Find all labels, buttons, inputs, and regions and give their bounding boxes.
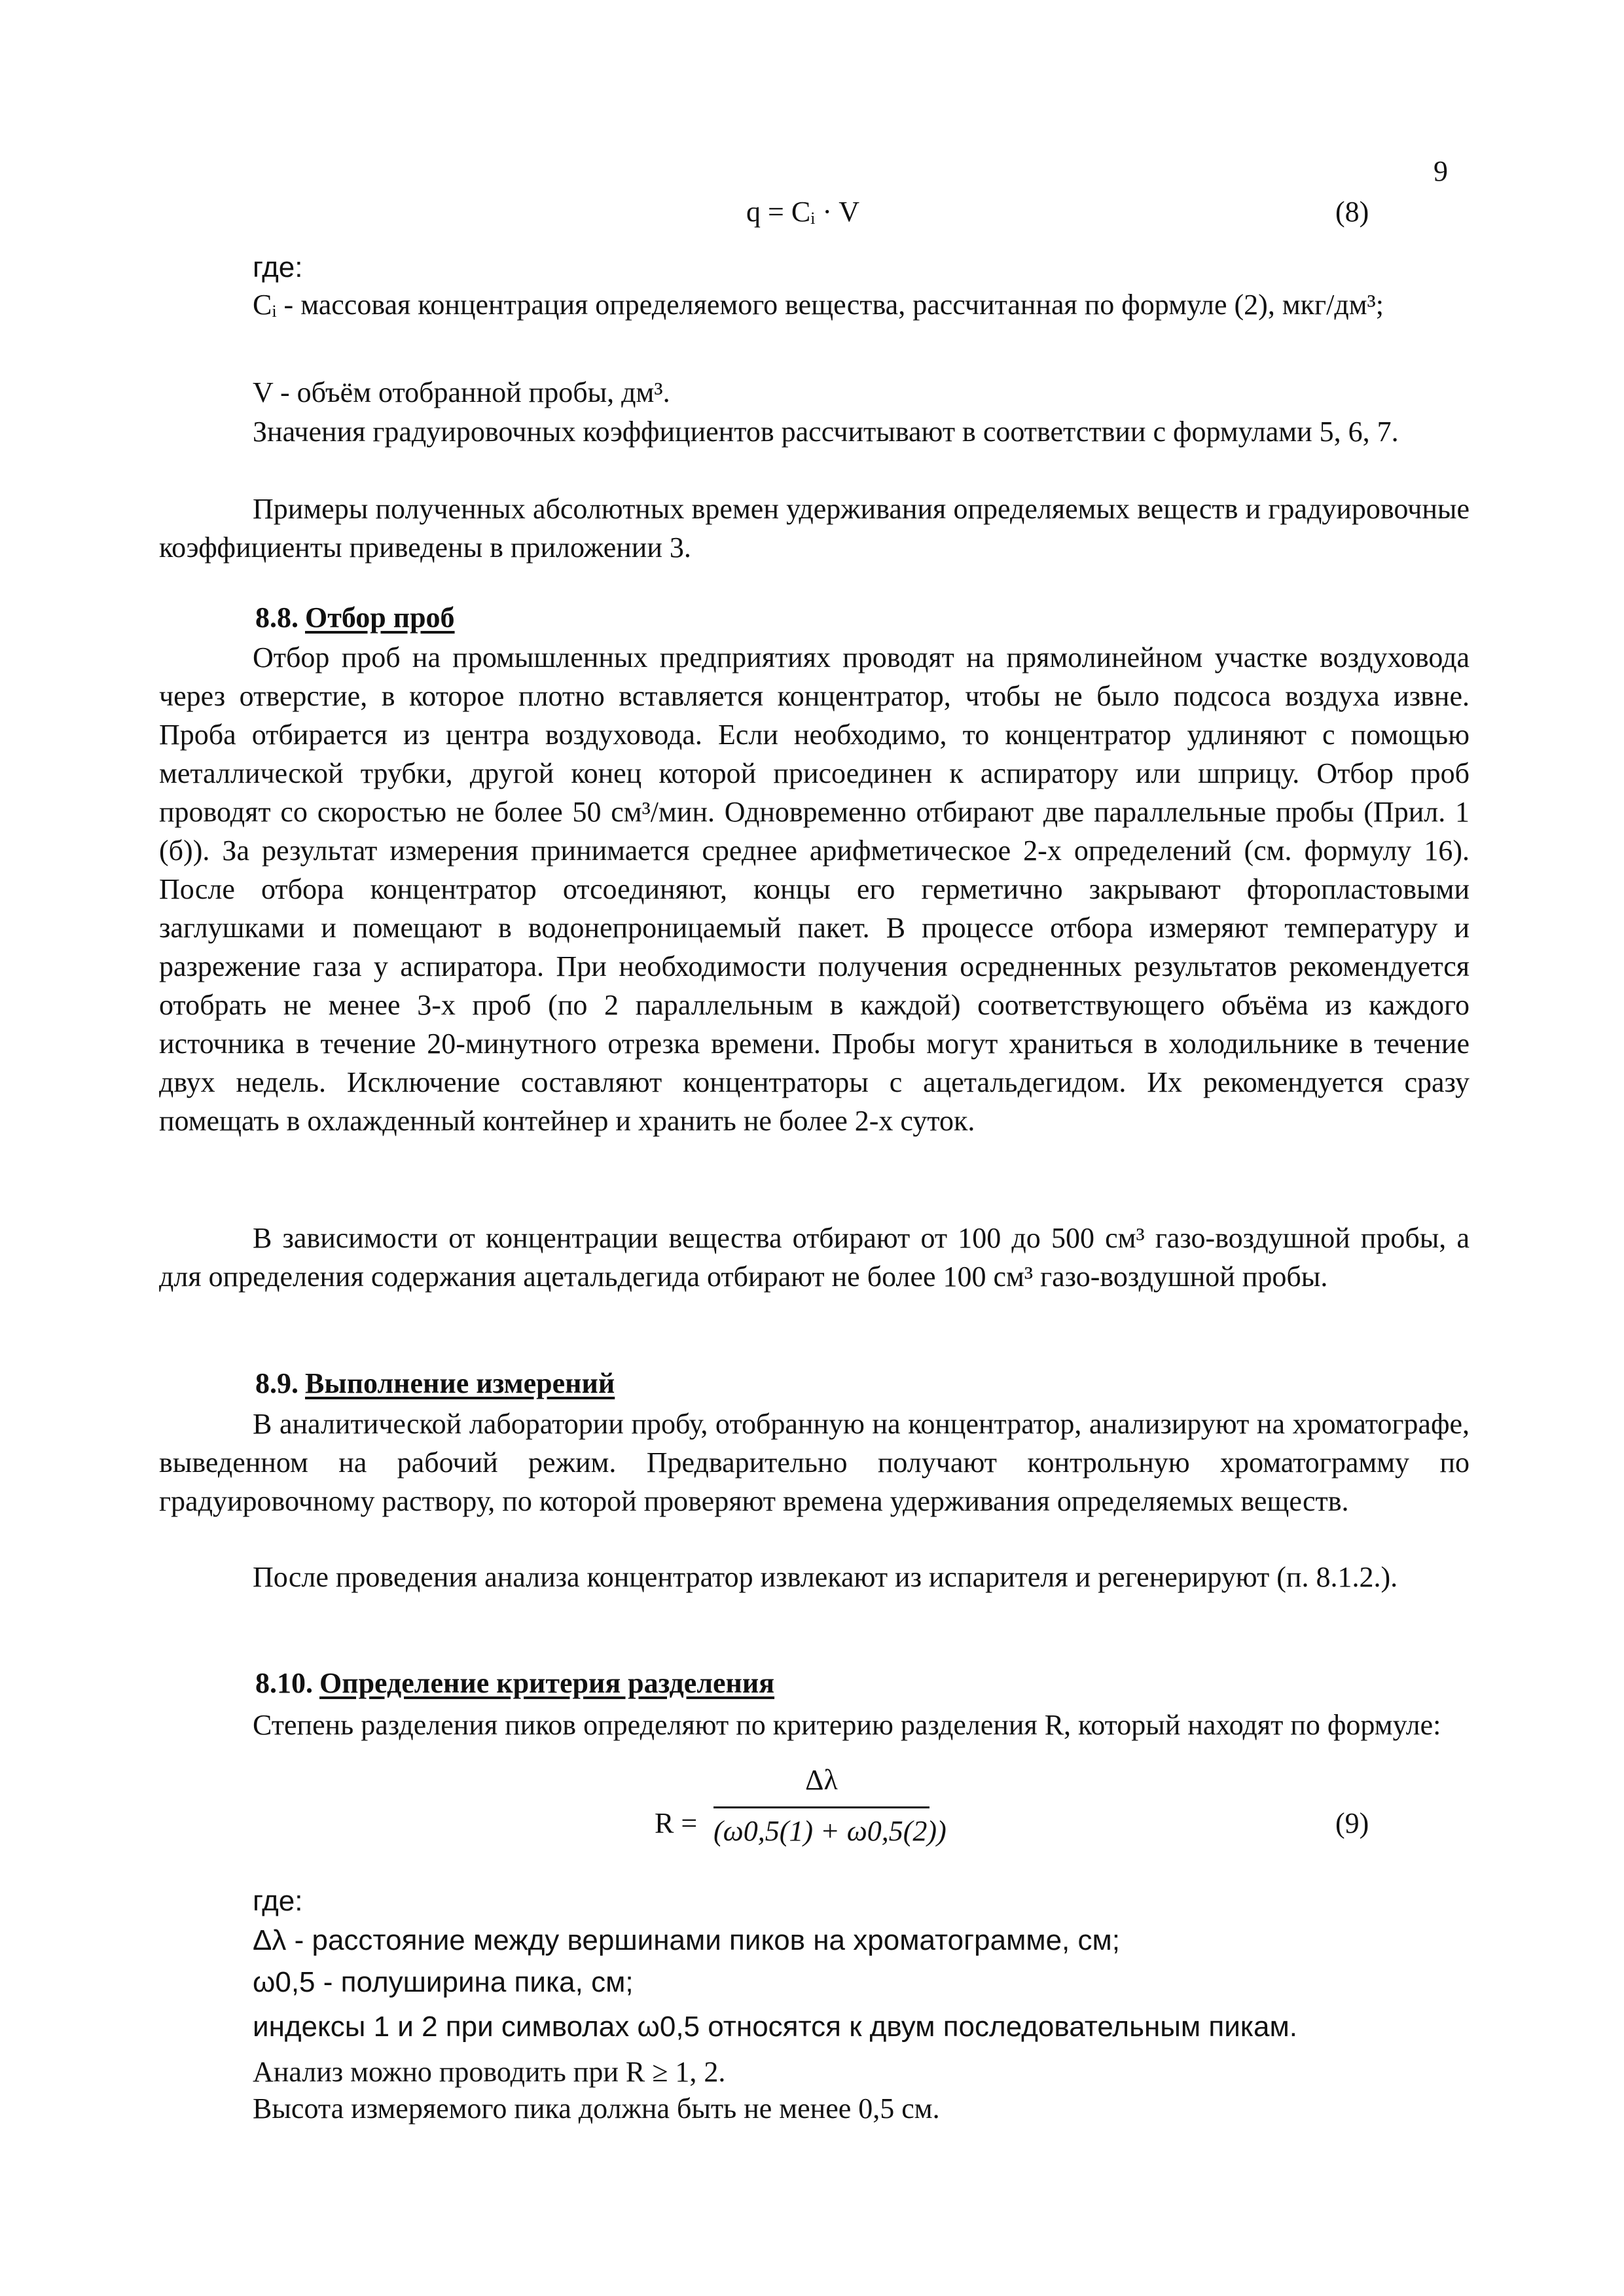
- sampling-paragraph: Отбор проб на промышленных предприятиях проводят на прямолинейном участке воздуховода через отверстие, в которое плотно вставляется концентратор, чтобы не было подсоса воздуха извне. Проба отбирается из центра воздуховода. Если необходимо, то концентратор удлиняют с помощью металлической трубки, другой конец которой присоединен к аспиратору или шприцу. Отбор проб проводят со скоростью не более 50 см³/мин. Одновременно отбирают две параллельные пробы (Прил. 1 (б)). За результат измерения принимается среднее арифметическое 2-х определений (см. формулу 16). После отбора концентратор отсоединяют, концы его герметично закрывают фторопластовыми заглушками и помещают в водонепроницаемый пакет. В процессе отбора измеряют температуру и разрежение газа у аспиратора. При необходимости получения осредненных результатов рекомендуется отобрать не менее 3-х проб (по 2 параллельным в каждой) соответствующего объёма из каждого источника в течение 20-минутного отрезка времени. Пробы могут храниться в холодильнике в течение двух недель. Исключение составляют концентраторы с ацетальдегидом. Их рекомендуется сразу помещать в охлажденный контейнер и хранить не более 2-х суток.: [159, 641, 1470, 1137]
- section-8-8-number: 8.8.: [255, 601, 298, 634]
- formula-8-number: (8): [1335, 196, 1369, 228]
- section-8-8-title: Отбор проб: [305, 601, 455, 634]
- peak-height-requirement: Высота измеряемого пика должна быть не менее 0,5 см.: [253, 2092, 940, 2125]
- measurement-paragraph: В аналитической лаборатории пробу, отобранную на концентратор, анализируют на хроматографе, выведенном на рабочий режим. Предварительно получают контрольную хроматограмму по градуировочному раствору, по которой проверяют времена удерживания определяемых веществ.: [159, 1408, 1470, 1517]
- where-label: где:: [253, 251, 303, 283]
- formula-9-numerator: Δλ: [805, 1764, 838, 1796]
- page-number: 9: [1434, 155, 1448, 187]
- regeneration-paragraph: После проведения анализа концентратор извлекают из испарителя и регенерируют (п. 8.1.2.).: [253, 1561, 1398, 1593]
- omega-definition: ω0,5 - полуширина пика, см;: [253, 1966, 634, 1998]
- section-8-10-number: 8.10.: [255, 1667, 313, 1699]
- coefficients-paragraph: Значения градуировочных коэффициентов рассчитывают в соответствии с формулами 5, 6, 7.: [253, 416, 1399, 448]
- section-8-9-title: Выполнение измерений: [305, 1367, 615, 1399]
- section-8-9-heading: [255, 1367, 615, 1400]
- formula-9-number: (9): [1335, 1807, 1369, 1839]
- separation-paragraph: Степень разделения пиков определяют по критерию разделения R, который находят по формуле:: [253, 1709, 1441, 1741]
- section-8-10-heading: [255, 1666, 774, 1700]
- formula-9-bar: [713, 1806, 929, 1808]
- where-label-2: где:: [253, 1885, 303, 1917]
- v-definition: V - объём отобранной пробы, дм³.: [253, 376, 670, 408]
- sampling-volume-paragraph: В зависимости от концентрации вещества отбирают от 100 до 500 см³ газо-воздушной пробы, а для определения содержания ацетальдегида отбирают не более 100 см³ газо-воздушной пробы.: [159, 1222, 1470, 1293]
- formula-9-lhs: R =: [655, 1807, 698, 1839]
- section-8-8-heading: [255, 601, 455, 634]
- indices-definition: индексы 1 и 2 при символах ω0,5 относятся к двум последовательным пикам.: [253, 2011, 1297, 2043]
- ci-definition: Сᵢ - массовая концентрация определяемого вещества, рассчитанная по формуле (2), мкг/дм³;: [253, 289, 1384, 321]
- analysis-condition: Анализ можно проводить при R ≥ 1, 2.: [253, 2056, 726, 2088]
- formula-9-fraction: [713, 1763, 947, 1868]
- delta-lambda-definition: Δλ - расстояние между вершинами пиков на хроматограмме, см;: [253, 1924, 1120, 1956]
- examples-paragraph: Примеры полученных абсолютных времен удерживания определяемых веществ и градуировочные коэффициенты приведены в приложении 3.: [159, 493, 1470, 564]
- section-8-10-title: Определение критерия разделения: [319, 1667, 775, 1699]
- formula-8: q = Cᵢ · V: [746, 196, 859, 228]
- section-8-9-number: 8.9.: [255, 1367, 298, 1399]
- formula-9-denominator: (ω0,5(1) + ω0,5(2)): [713, 1815, 947, 1847]
